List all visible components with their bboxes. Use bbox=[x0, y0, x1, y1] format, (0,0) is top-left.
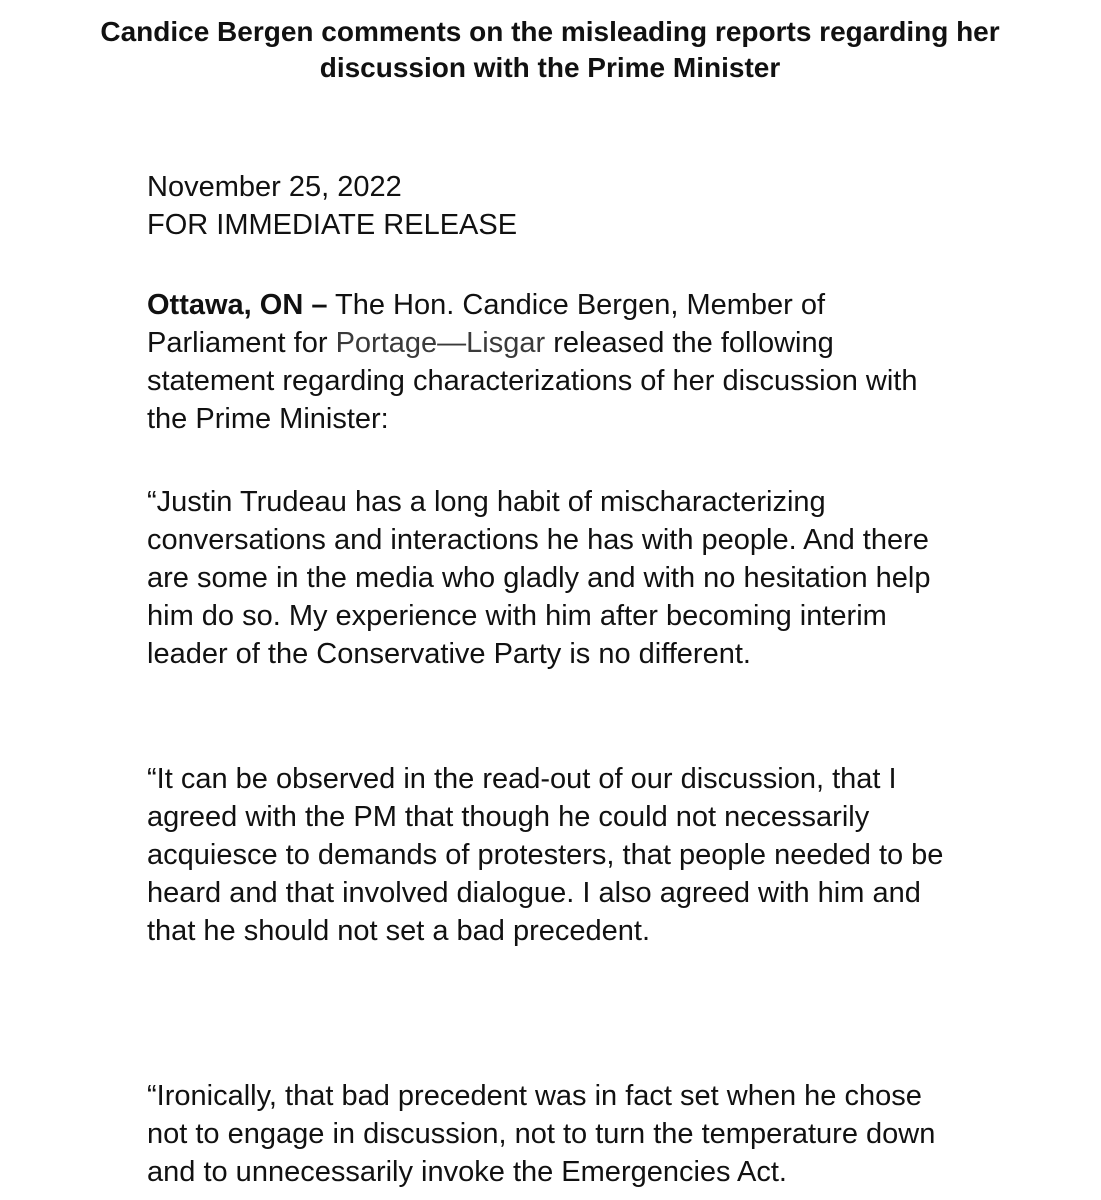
quote-paragraph-2: “It can be observed in the read-out of our discussion, that I agreed with the PM that though he could not necessarily acquiesce to demands of protesters, that people needed to be heard and that involved dialogue. I also agreed with him and that he should not set a bad precedent. bbox=[147, 763, 944, 947]
release-label: FOR IMMEDIATE RELEASE bbox=[147, 209, 518, 241]
quote-paragraph-3: “Ironically, that bad precedent was in fact set when he chose not to engage in discussion, not to turn the temperature down and to unnecessarily invoke the Emergencies Act. bbox=[147, 1080, 936, 1188]
intro-paragraph bbox=[147, 286, 957, 438]
release-date: November 25, 2022 bbox=[147, 171, 402, 203]
intro-text-after: released the following statement regarding characterizations of her discussion with the Prime Minister: bbox=[147, 327, 918, 435]
press-release-title: Candice Bergen comments on the misleading reports regarding her discussion with the Prime Minister bbox=[100, 16, 1000, 83]
dateline: Ottawa, ON – bbox=[147, 289, 328, 321]
quote-paragraph-1: “Justin Trudeau has a long habit of mischaracterizing conversations and interactions he has with people. And there are some in the media who gladly and with no hesitation help him do so. My experience with him after becoming interim leader of the Conservative Party is no different. bbox=[147, 486, 931, 670]
riding-name: Portage—Lisgar bbox=[335, 327, 546, 359]
intro-text-before: The Hon. Candice Bergen, Member of Parliament for bbox=[147, 289, 826, 359]
release-meta bbox=[147, 168, 517, 244]
